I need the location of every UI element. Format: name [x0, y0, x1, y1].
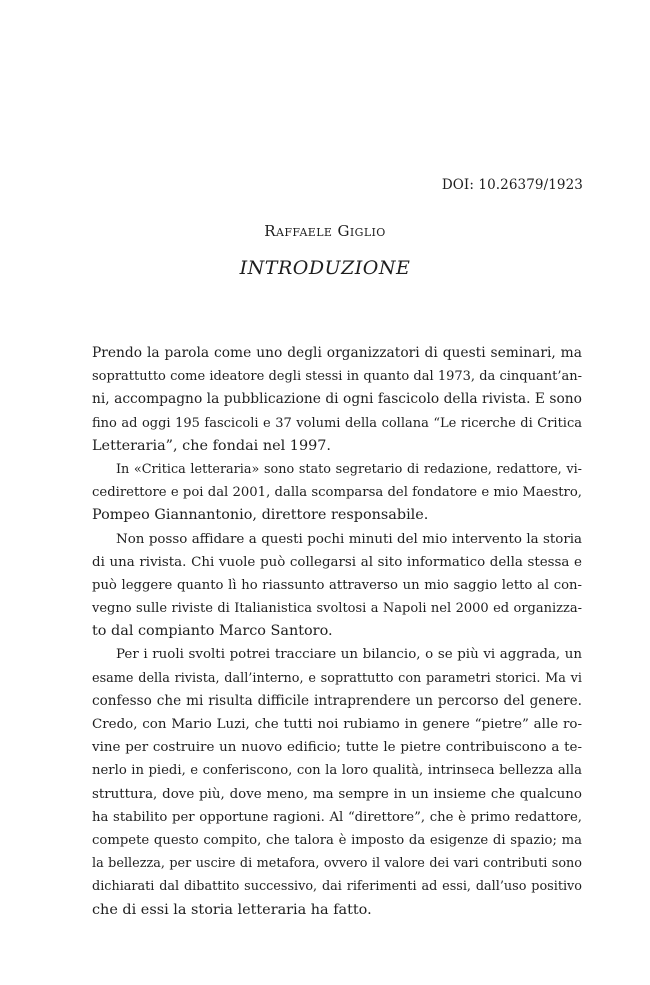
- text-line: ha stabilito per opportune ragioni. Al “direttore”, che è primo redattore,: [92, 809, 582, 825]
- text-line: vine per costruire un nuovo edificio; tutte le pietre contribuiscono a te-: [92, 740, 582, 756]
- paragraph: [92, 528, 582, 644]
- body-text: [92, 342, 582, 922]
- text-line: struttura, dove più, dove meno, ma sempre in un insieme che qualcuno: [92, 786, 582, 802]
- text-line: nerlo in piedi, e conferiscono, con la loro qualità, intrinseca bellezza alla: [92, 763, 582, 779]
- text-line: la bellezza, per uscire di metafora, ovvero il valore dei vari contributi sono: [92, 856, 582, 872]
- text-line: Non posso affidare a questi pochi minuti del mio intervento la storia: [116, 531, 582, 547]
- text-line: compete questo compito, che talora è imposto da esigenze di spazio; ma: [92, 832, 582, 848]
- paragraph: [92, 643, 582, 921]
- paragraph: [92, 458, 582, 528]
- text-line: esame della rivista, dall’interno, e soprattutto con parametri storici. Ma vi: [92, 670, 582, 686]
- text-line: confesso che mi risulta difficile intraprendere un percorso del genere.: [92, 692, 582, 709]
- text-line: di una rivista. Chi vuole può collegarsi al sito informatico della stessa e: [92, 554, 582, 570]
- text-line: ni, accompagno la pubblicazione di ogni fascicolo della rivista. E sono: [92, 391, 582, 408]
- text-line: può leggere quanto lì ho riassunto attraverso un mio saggio letto al con-: [92, 577, 582, 593]
- doi-label: DOI: 10.26379/1923: [441, 177, 583, 193]
- text-line: Prendo la parola come uno degli organizzatori di questi seminari, ma: [92, 345, 582, 361]
- text-line: Per i ruoli svolti potrei tracciare un bilancio, o se più vi aggrada, un: [116, 647, 582, 663]
- author-name: Raffaele Giglio: [264, 222, 386, 240]
- text-line: soprattutto come ideatore degli stessi in quanto dal 1973, da cinquant’an-: [92, 369, 582, 385]
- text-line: Credo, con Mario Luzi, che tutti noi rubiamo in genere “pietre” alle ro-: [92, 717, 582, 732]
- text-line: cedirettore e poi dal 2001, dalla scomparsa del fondatore e mio Maestro,: [92, 485, 582, 501]
- text-line: to dal compianto Marco Santoro.: [92, 623, 333, 640]
- text-line: vegno sulle riviste di Italianistica svoltosi a Napoli nel 2000 ed organizza-: [92, 601, 582, 617]
- text-line: dichiarati dal dibattito successivo, dai riferimenti ad essi, dall’uso positivo: [92, 879, 582, 895]
- paragraph: [92, 342, 582, 458]
- text-line: che di essi la storia letteraria ha fatto.: [92, 901, 372, 918]
- text-line: In «Critica letteraria» sono stato segretario di redazione, redattore, vi-: [116, 461, 582, 477]
- text-line: Letteraria”, che fondai nel 1997.: [92, 437, 331, 454]
- chapter-title: INTRODUZIONE: [239, 257, 411, 279]
- text-line: fino ad oggi 195 fascicoli e 37 volumi della collana “Le ricerche di Critica: [92, 415, 582, 431]
- text-line: Pompeo Giannantonio, direttore responsabile.: [92, 507, 429, 524]
